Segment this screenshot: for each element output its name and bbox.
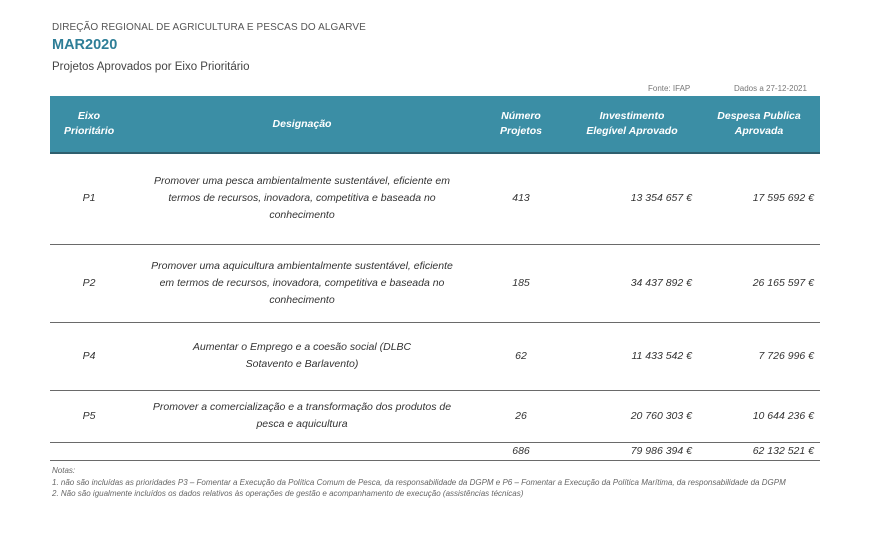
totals-row bbox=[50, 442, 820, 460]
row-expense: 7 726 996 € bbox=[758, 349, 814, 362]
note-item: 1. não são incluídas as prioridades P3 – Fomentar a Execução da Política Comum de Pesca, da responsabilidade da DGPM e P6 – Fomentar a Execução da Política Marítima, da responsabilidade da DGPM bbox=[52, 477, 786, 487]
row-projects: 413 bbox=[512, 192, 530, 205]
program-title: MAR2020 bbox=[52, 37, 118, 53]
table-row bbox=[50, 153, 820, 244]
table-row bbox=[50, 244, 820, 322]
table-row bbox=[50, 390, 820, 442]
row-projects: 26 bbox=[515, 409, 527, 422]
table-header-row bbox=[50, 96, 820, 153]
data-date: Dados a 27-12-2021 bbox=[734, 84, 807, 93]
notes-title: Notas: bbox=[52, 466, 76, 475]
total-investment: 79 986 394 € bbox=[630, 444, 692, 457]
table-row bbox=[50, 322, 820, 390]
row-projects: 62 bbox=[515, 349, 527, 362]
note-item: 2. Não são igualmente incluídos os dados relativos às operações de gestão e acompanhamento de execução (assistências técnicas) bbox=[52, 489, 524, 498]
row-projects: 185 bbox=[512, 276, 530, 289]
row-axis: P4 bbox=[82, 349, 96, 362]
row-investment: 11 433 542 € bbox=[631, 349, 692, 362]
notes-section bbox=[52, 465, 812, 500]
organization-name: DIREÇÃO REGIONAL DE AGRICULTURA E PESCAS DO ALGARVE bbox=[52, 22, 366, 33]
projects-table bbox=[50, 96, 820, 461]
row-designation: Promover a comercialização e a transformação dos produtos de pesca e aquicultura bbox=[152, 401, 452, 430]
row-expense: 26 165 597 € bbox=[752, 276, 814, 289]
row-axis: P2 bbox=[82, 276, 96, 289]
data-source: Fonte: IFAP bbox=[648, 84, 691, 93]
row-designation: Promover uma pesca ambientalmente sustentável, eficiente em termos de recursos, inovadora, competitiva e baseada no conhecimento bbox=[154, 175, 450, 222]
header-designation: Designação bbox=[128, 96, 476, 153]
report-subtitle: Projetos Aprovados por Eixo Prioritário bbox=[52, 61, 250, 73]
row-axis: P5 bbox=[82, 409, 96, 422]
total-expense: 62 132 521 € bbox=[752, 444, 814, 457]
header-axis: Eixo Prioritário bbox=[50, 96, 128, 153]
header-expense: Despesa Publica Aprovada bbox=[698, 96, 820, 153]
totals-empty-designation bbox=[128, 442, 476, 460]
row-investment: 20 760 303 € bbox=[630, 409, 692, 422]
row-expense: 10 644 236 € bbox=[752, 409, 814, 422]
row-designation: Aumentar o Emprego e a coesão social (DLBC Sotavento e Barlavento) bbox=[192, 341, 412, 370]
totals-empty-axis bbox=[50, 442, 128, 460]
row-designation: Promover uma aquicultura ambientalmente sustentável, eficiente em termos de recursos, inovadora, competitiva e baseada no conhecimento bbox=[151, 259, 453, 306]
header-investment: Investimento Elegível Aprovado bbox=[566, 96, 698, 153]
row-expense: 17 595 692 € bbox=[752, 192, 814, 205]
row-investment: 34 437 892 € bbox=[630, 276, 692, 289]
total-projects: 686 bbox=[512, 444, 530, 457]
header-projects: Número Projetos bbox=[476, 96, 566, 153]
row-investment: 13 354 657 € bbox=[630, 192, 692, 205]
row-axis: P1 bbox=[82, 192, 96, 205]
